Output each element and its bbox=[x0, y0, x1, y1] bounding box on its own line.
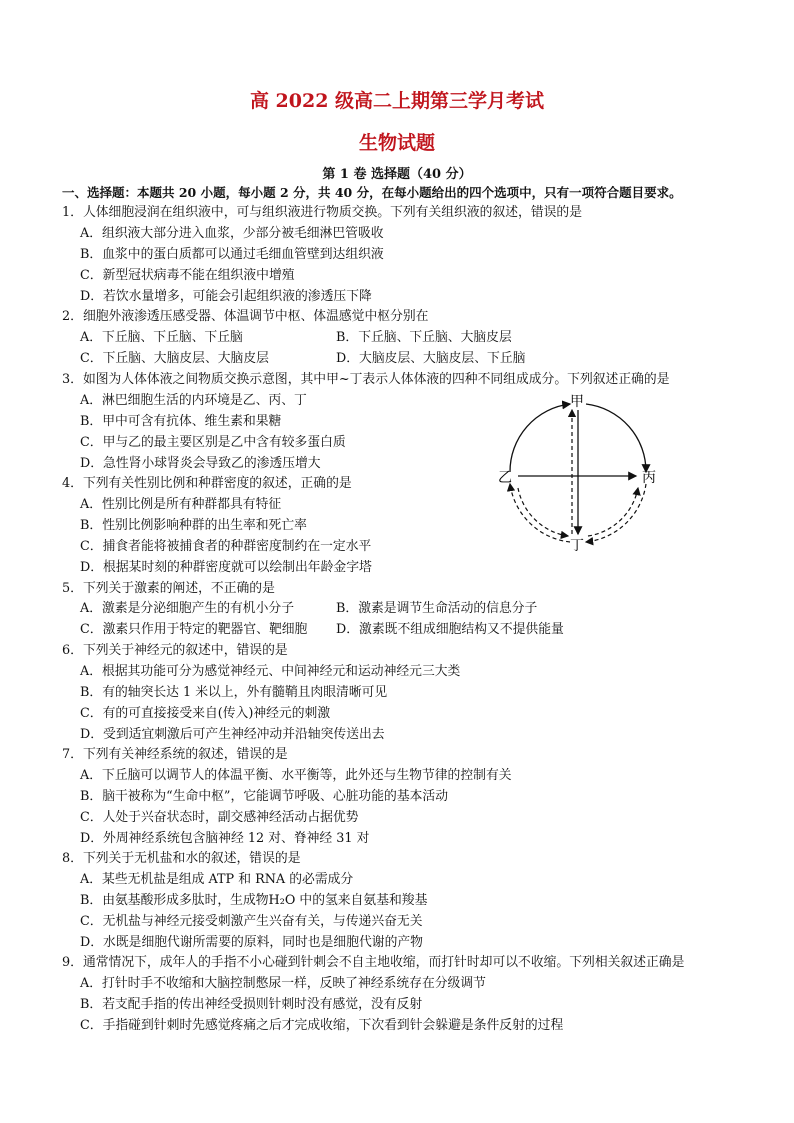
question-6-stem: 6．下列关于神经元的叙述中，错误的是 bbox=[62, 643, 288, 658]
question-2-option-b: B．下丘脑、下丘脑、大脑皮层 bbox=[336, 330, 512, 345]
arrow-yi-to-jia bbox=[510, 404, 570, 472]
question-7-option-d: D．外周神经系统包含脑神经 12 对、脊神经 31 对 bbox=[80, 831, 370, 846]
label-jia: 甲 bbox=[570, 394, 584, 410]
question-5-option-b: B．激素是调节生命活动的信息分子 bbox=[336, 601, 538, 616]
label-yi: 乙 bbox=[498, 470, 512, 486]
question-7-option-b: B．脑干被称为“生命中枢”，它能调节呼吸、心脏功能的基本活动 bbox=[80, 789, 449, 804]
question-1-option-d: D．若饮水量增多，可能会引起组织液的渗透压下降 bbox=[80, 289, 372, 304]
question-3-option-b: B．甲中可含有抗体、维生素和果糖 bbox=[80, 414, 282, 429]
exam-title: 高 2022 级高二上期第三学月考试 bbox=[249, 90, 545, 112]
arrow-ding-to-yi bbox=[510, 484, 570, 542]
question-7-stem: 7．下列有关神经系统的叙述，错误的是 bbox=[62, 747, 288, 762]
question-6-option-a: A．根据其功能可分为感觉神经元、中间神经元和运动神经元三大类 bbox=[80, 664, 461, 679]
arrow-ding-to-bing-inner bbox=[588, 488, 638, 536]
question-2-option-d: D．大脑皮层、大脑皮层、下丘脑 bbox=[336, 351, 526, 366]
volume-heading: 第 1 卷 选择题（40 分） bbox=[322, 167, 472, 182]
question-8-option-a: A．某些无机盐是组成 ATP 和 RNA 的必需成分 bbox=[80, 872, 354, 887]
question-1-stem: 1．人体细胞浸润在组织液中，可与组织液进行物质交换。下列有关组织液的叙述，错误的是 bbox=[62, 205, 583, 220]
arrow-bing-to-ding bbox=[586, 484, 646, 542]
question-1-option-b: B．血浆中的蛋白质都可以通过毛细血管壁到达组织液 bbox=[80, 247, 384, 262]
question-6-option-c: C．有的可直接接受来自(传入)神经元的刺激 bbox=[80, 706, 331, 721]
question-4-option-a: A．性别比例是所有种群都具有特征 bbox=[80, 497, 282, 512]
question-5-option-c: C．激素只作用于特定的靶器官、靶细胞 bbox=[80, 622, 308, 637]
question-3-stem: 3．如图为人体体液之间物质交换示意图，其中甲~丁表示人体体液的四种不同组成成分。下列叙述正确的是 bbox=[62, 372, 670, 387]
question-8-option-b: B．由氨基酸形成多肽时，生成物H₂O 中的氢来自氨基和羧基 bbox=[80, 893, 428, 908]
question-1-option-a: A．组织液大部分进入血浆，少部分被毛细淋巴管吸收 bbox=[80, 226, 384, 241]
label-ding: 丁 bbox=[570, 538, 584, 552]
body-fluid-exchange-diagram bbox=[490, 392, 670, 552]
arrow-jia-to-bing bbox=[586, 404, 646, 472]
question-3-option-c: C．甲与乙的最主要区别是乙中含有较多蛋白质 bbox=[80, 435, 346, 450]
question-8-option-d: D．水既是细胞代谢所需要的原料，同时也是细胞代谢的产物 bbox=[80, 935, 423, 950]
question-6-option-d: D．受到适宜刺激后可产生神经冲动并沿轴突传送出去 bbox=[80, 727, 385, 742]
question-5-stem: 5．下列关于激素的阐述，不正确的是 bbox=[62, 581, 275, 596]
question-5-option-d: D．激素既不组成细胞结构又不提供能量 bbox=[336, 622, 564, 637]
question-3-option-d: D．急性肾小球肾炎会导致乙的渗透压增大 bbox=[80, 456, 321, 471]
question-4-stem: 4．下列有关性别比例和种群密度的叙述，正确的是 bbox=[62, 476, 352, 491]
label-bing: 丙 bbox=[642, 470, 656, 486]
question-9-option-a: A．打针时手不收缩和大脑控制憋尿一样，反映了神经系统存在分级调节 bbox=[80, 976, 486, 991]
question-7-option-a: A．下丘脑可以调节人的体温平衡、水平衡等，此外还与生物节律的控制有关 bbox=[80, 768, 512, 783]
arrow-yi-to-ding-inner bbox=[518, 488, 568, 536]
question-7-option-c: C．人处于兴奋状态时，副交感神经活动占据优势 bbox=[80, 810, 359, 825]
question-4-option-d: D．根据某时刻的种群密度就可以绘制出年龄金字塔 bbox=[80, 560, 372, 575]
question-5-option-a: A．激素是分泌细胞产生的有机小分子 bbox=[80, 601, 294, 616]
exam-subject: 生物试题 bbox=[358, 132, 435, 154]
question-8-option-c: C．无机盐与神经元接受刺激产生兴奋有关，与传递兴奋无关 bbox=[80, 914, 423, 929]
question-1-option-c: C．新型冠状病毒不能在组织液中增殖 bbox=[80, 268, 295, 283]
question-6-option-b: B．有的轴突长达 1 米以上，外有髓鞘且肉眼清晰可见 bbox=[80, 685, 388, 700]
question-9-option-b: B．若支配手指的传出神经受损则针刺时没有感觉，没有反射 bbox=[80, 997, 423, 1012]
question-2-option-a: A．下丘脑、下丘脑、下丘脑 bbox=[80, 330, 243, 345]
question-2-option-c: C．下丘脑、大脑皮层、大脑皮层 bbox=[80, 351, 269, 366]
question-2-stem: 2．细胞外液渗透压感受器、体温调节中枢、体温感觉中枢分别在 bbox=[62, 309, 429, 324]
question-4-option-c: C．捕食者能将被捕食者的种群密度制约在一定水平 bbox=[80, 539, 372, 554]
question-9-stem: 9．通常情况下，成年人的手指不小心碰到针刺会不自主地收缩，而打针时却可以不收缩。下列相关叙述正确是 bbox=[62, 955, 685, 970]
question-4-option-b: B．性别比例影响种群的出生率和死亡率 bbox=[80, 518, 307, 533]
section-instructions: 一、选择题：本题共 20 小题，每小题 2 分，共 40 分，在每小题给出的四个选项中，只有一项符合题目要求。 bbox=[62, 185, 682, 200]
question-9-option-c: C．手指碰到针刺时先感觉疼痛之后才完成收缩，下次看到针会躲避是条件反射的过程 bbox=[80, 1018, 564, 1033]
question-3-option-a: A．淋巴细胞生活的内环境是乙、丙、丁 bbox=[80, 393, 307, 408]
question-8-stem: 8．下列关于无机盐和水的叙述，错误的是 bbox=[62, 851, 301, 866]
